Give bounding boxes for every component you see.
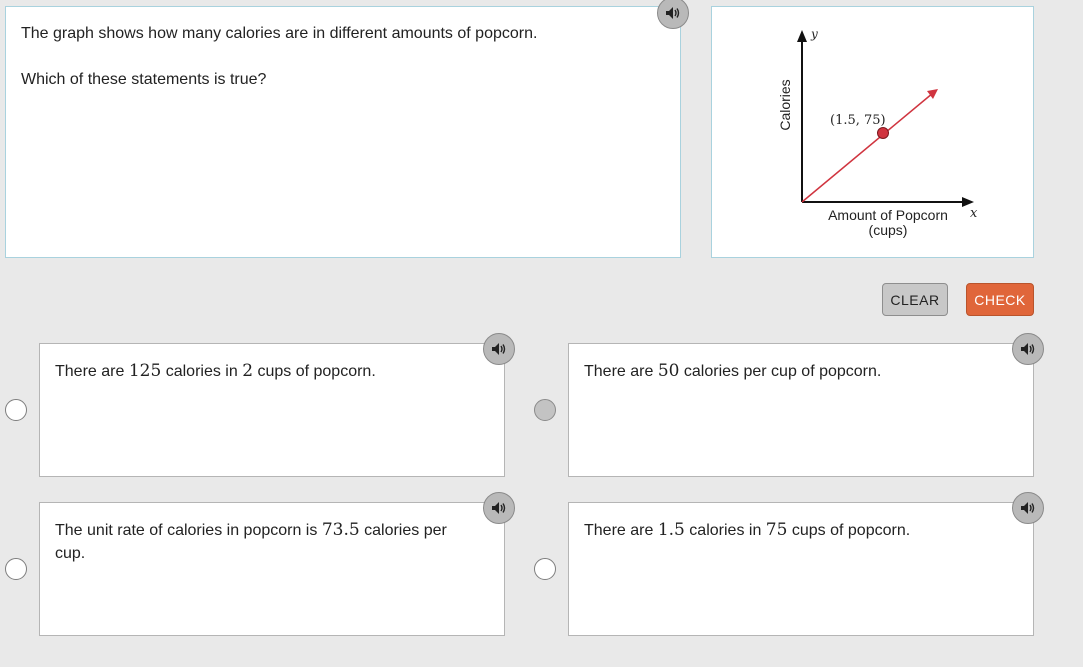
speaker-icon [1020, 501, 1036, 515]
choice-4-text: There are 1.5 calories in 75 cups of popcorn. [584, 520, 911, 540]
x-axis-label-line2: (cups) [868, 222, 908, 238]
calories-graph [712, 7, 1035, 259]
choice-2-text: There are 50 calories per cup of popcorn. [584, 361, 882, 381]
speaker-icon [491, 342, 507, 356]
question-prompt: Which of these statements is true? [21, 71, 267, 88]
check-button[interactable]: CHECK [966, 283, 1034, 316]
choice-3-text: The unit rate of calories in popcorn is 73.5 calories per cup. [55, 520, 447, 562]
choice-3-audio-button[interactable] [483, 492, 515, 524]
question-audio-button[interactable] [657, 0, 689, 29]
speaker-icon [665, 6, 681, 20]
speaker-icon [1020, 342, 1036, 356]
speaker-icon [491, 501, 507, 515]
choice-4-card[interactable] [568, 502, 1034, 636]
y-axis-label: Calories [777, 79, 793, 131]
x-axis-label-line1: Amount of Popcorn [828, 207, 948, 223]
choice-3-card[interactable] [39, 502, 505, 636]
choice-4-audio-button[interactable] [1012, 492, 1044, 524]
choice-2-card[interactable] [568, 343, 1034, 477]
choice-2-audio-button[interactable] [1012, 333, 1044, 365]
point-label: (1.5, 75) [830, 113, 886, 128]
y-axis-variable: y [811, 27, 818, 41]
choice-1-audio-button[interactable] [483, 333, 515, 365]
graph-panel [711, 6, 1034, 258]
y-axis-arrow [797, 30, 807, 42]
choice-2-radio[interactable] [534, 399, 556, 421]
choice-1-card[interactable] [39, 343, 505, 477]
data-point [878, 128, 889, 139]
clear-button[interactable]: CLEAR [882, 283, 948, 316]
choice-4-radio[interactable] [534, 558, 556, 580]
series-line [802, 93, 933, 202]
question-panel [5, 6, 681, 258]
x-axis-variable: x [970, 206, 978, 221]
choice-1-radio[interactable] [5, 399, 27, 421]
question-text: The graph shows how many calories are in different amounts of popcorn. [21, 25, 538, 42]
choice-3-radio[interactable] [5, 558, 27, 580]
choice-1-text: There are 125 calories in 2 cups of popcorn. [55, 361, 376, 381]
